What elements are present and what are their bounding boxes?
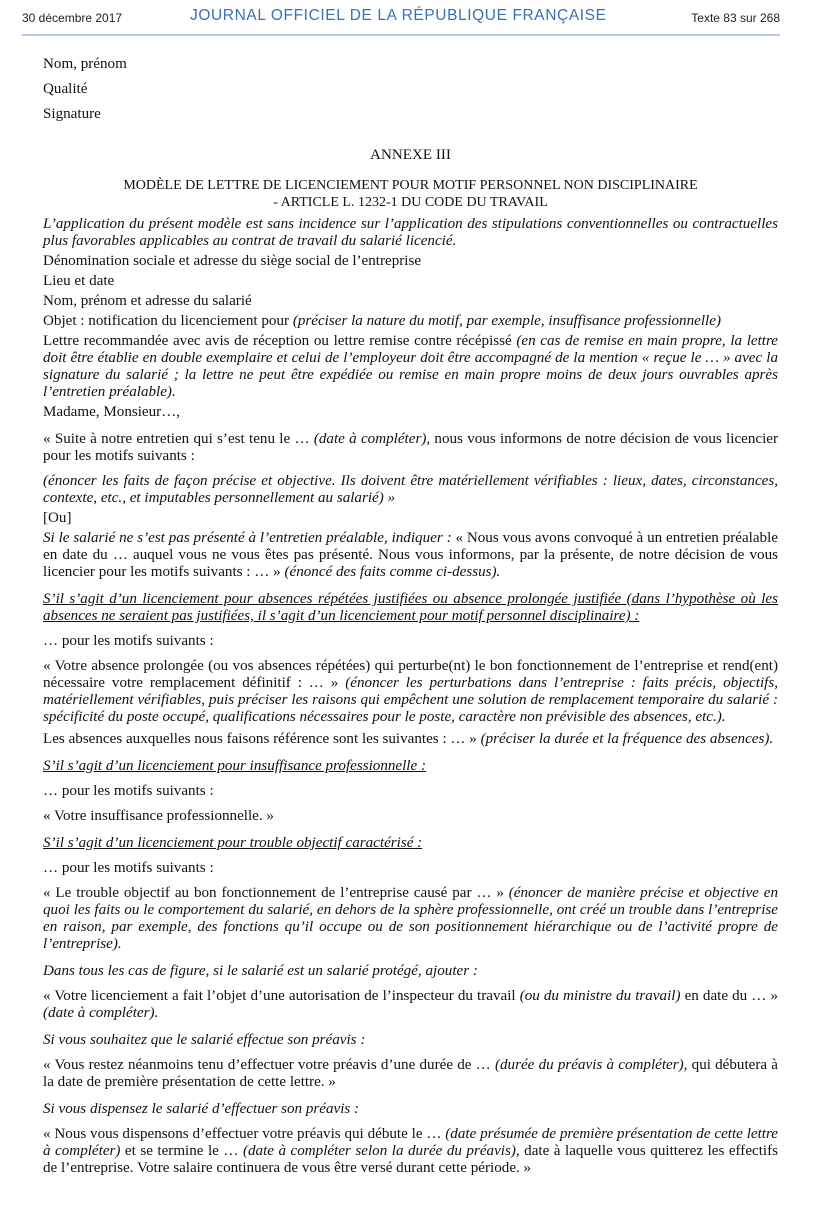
absence-note: (énoncer les perturbations dans l’entreprise : faits précis, objectifs, matériellement vérifiables, puis préciser les raisons qui empêchent une solution de remplacement temporaire du salarié : spécificité du poste occupé, qualifications nécessaires pour le poste, caractère non prévisible des absences, etc.). xyxy=(43,675,778,725)
motifs-line-3: … pour les motifs suivants : xyxy=(43,860,214,876)
notice-text-end: qui débutera à la date de première présentation de cette lettre. » xyxy=(43,1057,779,1090)
company-line: Dénomination sociale et adresse du siège social de l’entreprise xyxy=(43,253,422,269)
dispense-paragraph xyxy=(43,1126,778,1177)
notice-heading: Si vous souhaitez que le salarié effectue son préavis : xyxy=(43,1032,366,1048)
dispense-heading: Si vous dispensez le salarié d’effectuer son préavis : xyxy=(43,1101,360,1117)
place-date-line: Lieu et date xyxy=(43,273,115,289)
trouble-text: « Le trouble objectif au bon fonctionnement de l’entreprise causé par … » xyxy=(43,885,509,901)
enoncer-paragraph: (énoncer les faits de façon précise et objective. Ils doivent être matériellement vérifiables : lieux, dates, circonstances, contexte, etc., et imputables personnellement au salarié) » xyxy=(43,473,778,506)
dispense-text: « Nous vous dispensons d’effectuer votre préavis qui débute le … xyxy=(43,1126,446,1142)
notice-paragraph xyxy=(43,1057,778,1091)
trouble-note: (énoncer de manière précise et objective en quoi les faits ou le comportement du salarié, en dehors de la sphère professionnelle, ont créé un trouble dans l’entreprise en raison, par exemple, des fonctions qu’il occupe ou de son positionnement hiérarchique ou de l’activité propre de l’entreprise). xyxy=(43,885,778,952)
protected-note: (ou du ministre du travail) xyxy=(519,988,681,1004)
document-body xyxy=(43,56,778,1177)
dispense-text-end: date à laquelle vous quitterez les effectifs de l’entreprise. Votre salaire continuera de vous être versé durant cette période. » xyxy=(43,1143,779,1176)
absences-heading: S’il s’agit d’un licenciement pour absences répétées justifiées ou absence prolongée justifiée (dans l’hypothèse où les absences ne seraient pas justifiées, il s’agit d’un licenciement pour motif personnel disciplinaire) : xyxy=(43,591,778,624)
trouble-heading: S’il s’agit d’un licenciement pour trouble objectif caractérisé : xyxy=(43,835,423,851)
lettre-paragraph xyxy=(43,333,778,401)
motifs-line-2: … pour les motifs suivants : xyxy=(43,783,214,799)
notice-text: « Vous restez néanmoins tenu d’effectuer votre préavis d’une durée de … xyxy=(43,1057,495,1073)
protected-text: « Votre licenciement a fait l’objet d’une autorisation de l’inspecteur du travail xyxy=(43,988,520,1004)
dispense-text-2: et se termine le … xyxy=(120,1143,243,1159)
modele-title-line2: - ARTICLE L. 1232-1 DU CODE DU TRAVAIL xyxy=(273,195,548,210)
suite-note: (date à compléter), xyxy=(313,431,431,447)
absence-reference-text: Les absences auxquelles nous faisons référence sont les suivantes : … » xyxy=(43,731,481,747)
signature-quality: Qualité xyxy=(43,81,88,97)
intro-paragraph: L’application du présent modèle est sans incidence sur l’application des stipulations conventionnelles ou contractuelles plus favorables applicables au contrat de travail du salarié licencié. xyxy=(43,216,778,249)
journal-title: JOURNAL OFFICIEL DE LA RÉPUBLIQUE FRANÇAISE xyxy=(190,7,607,24)
salutation: Madame, Monsieur…, xyxy=(43,404,181,420)
dispense-note-2: (date à compléter selon la durée du préavis), xyxy=(242,1143,520,1159)
signature-name: Nom, prénom xyxy=(43,56,127,72)
lettre-note: (en cas de remise en main propre, la lettre doit être établie en double exemplaire et celui de l’employeur doit être accompagné de la mention « reçue le … » avec la signature du salarié ; la lettre ne peut être expédiée ou remise en main propre moins de deux jours ouvrables après l’entretien préalable). xyxy=(43,333,778,400)
suite-text-end: nous vous informons de notre décision de vous licencier pour les motifs suivants : xyxy=(43,431,779,464)
dispense-note: (date présumée de première présentation de cette lettre à compléter) xyxy=(43,1126,778,1159)
signature-label: Signature xyxy=(43,106,101,122)
absence-text: « Votre absence prolongée (ou vos absences répétées) qui perturbe(nt) le bon fonctionnement de l’entreprise et rend(ent) nécessaire votre remplacement définitif : … » xyxy=(43,658,778,691)
protected-text-2: en date du … » xyxy=(680,988,778,1004)
trouble-paragraph xyxy=(43,885,778,953)
insufficiency-text: « Votre insuffisance professionnelle. » xyxy=(43,808,274,824)
notice-note: (durée du préavis à compléter), xyxy=(494,1057,688,1073)
lettre-text: Lettre recommandée avec avis de réception ou lettre remise contre récépissé xyxy=(43,333,517,349)
protected-heading: Dans tous les cas de figure, si le salarié est un salarié protégé, ajouter : xyxy=(43,963,478,979)
objet-line xyxy=(43,313,778,330)
objet-text: Objet : notification du licenciement pour xyxy=(43,313,293,329)
text-counter: Texte 83 sur 268 xyxy=(691,11,780,25)
protected-note-2: (date à compléter). xyxy=(43,1005,159,1021)
motifs-line-1: … pour les motifs suivants : xyxy=(43,633,214,649)
absence-reference-note: (préciser la durée et la fréquence des absences). xyxy=(480,731,774,747)
suite-text: « Suite à notre entretien qui s’est tenu le … xyxy=(43,431,314,447)
no-show-paragraph xyxy=(43,530,778,581)
absence-paragraph xyxy=(43,658,778,726)
suite-paragraph xyxy=(43,431,778,465)
header-date: 30 décembre 2017 xyxy=(22,11,123,25)
insufficiency-heading: S’il s’agit d’un licenciement pour insuffisance professionnelle : xyxy=(43,758,427,774)
no-show-note-end: (énoncé des faits comme ci-dessus). xyxy=(284,564,501,580)
employee-line: Nom, prénom et adresse du salarié xyxy=(43,293,252,309)
absence-reference-paragraph xyxy=(43,731,778,748)
no-show-text: « Nous vous avons convoqué à un entretien préalable en date du … auquel vous ne vous êtes pas présenté. Nous vous informons, par la présente, de notre décision de vous licencier pour les motifs suivants : … » xyxy=(43,530,778,580)
page-header xyxy=(22,4,780,36)
annexe-title: ANNEXE III xyxy=(370,147,451,163)
or-marker: [Ou] xyxy=(43,510,72,526)
objet-note: (préciser la nature du motif, par exemple, insuffisance professionnelle) xyxy=(292,313,721,329)
modele-title-line1: MODÈLE DE LETTRE DE LICENCIEMENT POUR MOTIF PERSONNEL NON DISCIPLINAIRE xyxy=(123,178,698,193)
protected-paragraph xyxy=(43,988,778,1022)
no-show-note: Si le salarié ne s’est pas présenté à l’entretien préalable, indiquer : xyxy=(43,530,456,546)
